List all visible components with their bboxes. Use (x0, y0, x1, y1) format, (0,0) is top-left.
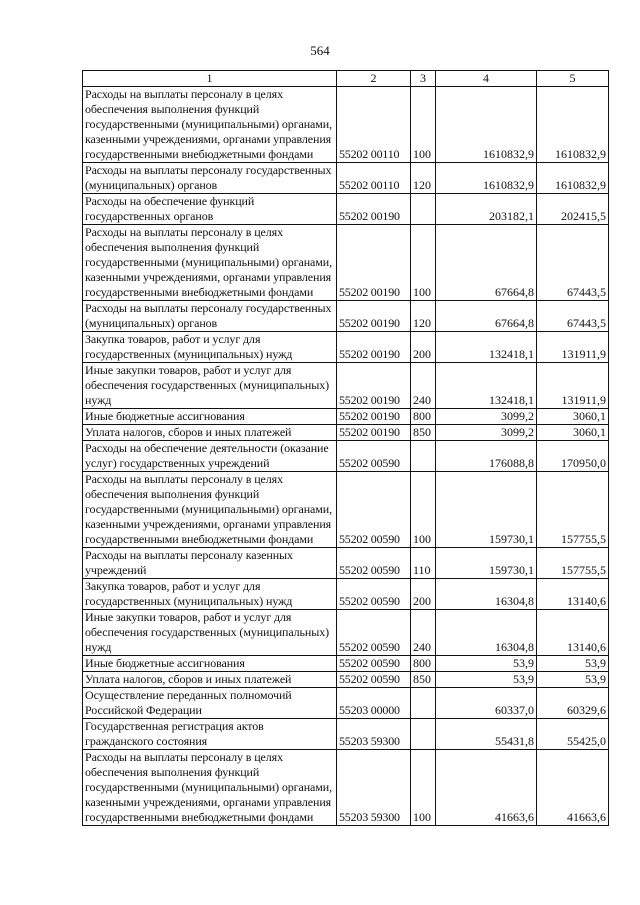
expense-name-cell: Осуществление переданных полномочий Российской Федерации (83, 688, 337, 719)
amount-2-cell: 202415,5 (537, 194, 609, 225)
expense-name-cell: Расходы на выплаты персоналу государственных (муниципальных) органов (83, 163, 337, 194)
amount-2-cell: 41663,6 (537, 750, 609, 826)
classification-code-cell: 55202 00110 (337, 163, 411, 194)
classification-code-cell: 55202 00190 (337, 225, 411, 301)
classification-code-cell: 55202 00190 (337, 409, 411, 425)
amount-1-cell: 16304,8 (436, 579, 537, 610)
amount-2-cell: 1610832,9 (537, 87, 609, 163)
amount-1-cell: 176088,8 (436, 441, 537, 472)
expense-name-cell: Государственная регистрация актов гражданского состояния (83, 719, 337, 750)
header-row (83, 71, 609, 87)
classification-code-cell: 55202 00590 (337, 472, 411, 548)
amount-1-cell: 41663,6 (436, 750, 537, 826)
table-row (83, 225, 609, 301)
header-col-3: 3 (411, 71, 436, 87)
expense-name-cell: Иные бюджетные ассигнования (83, 409, 337, 425)
table-row (83, 441, 609, 472)
expense-type-cell: 100 (411, 472, 436, 548)
header-col-1: 1 (83, 71, 337, 87)
expense-name-cell: Закупка товаров, работ и услуг для государственных (муниципальных) нужд (83, 332, 337, 363)
classification-code-cell: 55202 00590 (337, 441, 411, 472)
amount-2-cell: 131911,9 (537, 332, 609, 363)
table-row (83, 656, 609, 672)
expense-type-cell: 850 (411, 425, 436, 441)
header-col-5: 5 (537, 71, 609, 87)
table-row (83, 688, 609, 719)
amount-1-cell: 3099,2 (436, 409, 537, 425)
amount-1-cell: 67664,8 (436, 225, 537, 301)
classification-code-cell: 55203 00000 (337, 688, 411, 719)
table-body (83, 71, 609, 826)
classification-code-cell: 55203 59300 (337, 719, 411, 750)
expense-name-cell: Расходы на выплаты персоналу в целях обеспечения выполнения функций государственными (муниципальными) органами, казенными учреждениями, органами управления государственными внебюджетными фондами (83, 472, 337, 548)
classification-code-cell: 55202 00190 (337, 194, 411, 225)
table-row (83, 409, 609, 425)
amount-1-cell: 3099,2 (436, 425, 537, 441)
classification-code-cell: 55203 59300 (337, 750, 411, 826)
page-number: 564 (310, 43, 330, 58)
expense-name-cell: Расходы на выплаты персоналу в целях обеспечения выполнения функций государственными (муниципальными) органами, казенными учреждениями, органами управления государственными внебюджетными фондами (83, 225, 337, 301)
expense-type-cell: 240 (411, 610, 436, 656)
table-row (83, 579, 609, 610)
amount-2-cell: 13140,6 (537, 610, 609, 656)
expense-type-cell: 100 (411, 750, 436, 826)
expense-type-cell (411, 719, 436, 750)
expense-name-cell: Иные закупки товаров, работ и услуг для обеспечения государственных (муниципальных) нужд (83, 610, 337, 656)
amount-1-cell: 1610832,9 (436, 163, 537, 194)
amount-1-cell: 203182,1 (436, 194, 537, 225)
amount-2-cell: 157755,5 (537, 548, 609, 579)
expense-type-cell (411, 688, 436, 719)
expense-name-cell: Иные закупки товаров, работ и услуг для обеспечения государственных (муниципальных) нужд (83, 363, 337, 409)
amount-2-cell: 3060,1 (537, 425, 609, 441)
amount-2-cell: 67443,5 (537, 225, 609, 301)
table-row (83, 301, 609, 332)
table-row (83, 363, 609, 409)
classification-code-cell: 55202 00190 (337, 332, 411, 363)
expense-type-cell: 100 (411, 87, 436, 163)
table-row (83, 672, 609, 688)
classification-code-cell: 55202 00590 (337, 579, 411, 610)
amount-2-cell: 170950,0 (537, 441, 609, 472)
expense-name-cell: Иные бюджетные ассигнования (83, 656, 337, 672)
header-col-2: 2 (337, 71, 411, 87)
amount-1-cell: 53,9 (436, 656, 537, 672)
expense-type-cell (411, 194, 436, 225)
table-row (83, 750, 609, 826)
expense-name-cell: Расходы на выплаты персоналу в целях обеспечения выполнения функций государственными (муниципальными) органами, казенными учреждениями, органами управления государственными внебюджетными фондами (83, 87, 337, 163)
expense-type-cell: 120 (411, 301, 436, 332)
amount-1-cell: 53,9 (436, 672, 537, 688)
amount-2-cell: 53,9 (537, 672, 609, 688)
header-col-4: 4 (436, 71, 537, 87)
amount-2-cell: 55425,0 (537, 719, 609, 750)
classification-code-cell: 55202 00190 (337, 425, 411, 441)
table-row (83, 194, 609, 225)
expense-type-cell: 800 (411, 409, 436, 425)
classification-code-cell: 55202 00110 (337, 87, 411, 163)
amount-1-cell: 132418,1 (436, 363, 537, 409)
amount-1-cell: 159730,1 (436, 548, 537, 579)
classification-code-cell: 55202 00590 (337, 610, 411, 656)
amount-2-cell: 53,9 (537, 656, 609, 672)
expense-type-cell: 240 (411, 363, 436, 409)
expense-type-cell: 800 (411, 656, 436, 672)
amount-2-cell: 13140,6 (537, 579, 609, 610)
table-row (83, 610, 609, 656)
classification-code-cell: 55202 00590 (337, 672, 411, 688)
expense-name-cell: Уплата налогов, сборов и иных платежей (83, 425, 337, 441)
expense-type-cell (411, 441, 436, 472)
expense-type-cell: 200 (411, 332, 436, 363)
amount-1-cell: 159730,1 (436, 472, 537, 548)
expense-name-cell: Расходы на обеспечение деятельности (оказание услуг) государственных учреждений (83, 441, 337, 472)
amount-1-cell: 55431,8 (436, 719, 537, 750)
classification-code-cell: 55202 00590 (337, 548, 411, 579)
expense-type-cell: 100 (411, 225, 436, 301)
amount-1-cell: 67664,8 (436, 301, 537, 332)
table-row (83, 425, 609, 441)
amount-2-cell: 1610832,9 (537, 163, 609, 194)
amount-2-cell: 67443,5 (537, 301, 609, 332)
expense-type-cell: 850 (411, 672, 436, 688)
expense-type-cell: 110 (411, 548, 436, 579)
expense-name-cell: Расходы на выплаты персоналу казенных учреждений (83, 548, 337, 579)
expense-name-cell: Закупка товаров, работ и услуг для государственных (муниципальных) нужд (83, 579, 337, 610)
table-row (83, 332, 609, 363)
table-row (83, 472, 609, 548)
expense-name-cell: Расходы на обеспечение функций государственных органов (83, 194, 337, 225)
amount-2-cell: 131911,9 (537, 363, 609, 409)
amount-2-cell: 60329,6 (537, 688, 609, 719)
expense-name-cell: Расходы на выплаты персоналу в целях обеспечения выполнения функций государственными (муниципальными) органами, казенными учреждениями, органами управления государственными внебюджетными фондами (83, 750, 337, 826)
budget-table (82, 70, 609, 826)
expense-type-cell: 120 (411, 163, 436, 194)
table-row (83, 719, 609, 750)
expense-name-cell: Уплата налогов, сборов и иных платежей (83, 672, 337, 688)
classification-code-cell: 55202 00590 (337, 656, 411, 672)
amount-1-cell: 16304,8 (436, 610, 537, 656)
table-row (83, 163, 609, 194)
amount-1-cell: 1610832,9 (436, 87, 537, 163)
table-row (83, 548, 609, 579)
amount-1-cell: 132418,1 (436, 332, 537, 363)
classification-code-cell: 55202 00190 (337, 363, 411, 409)
amount-1-cell: 60337,0 (436, 688, 537, 719)
amount-2-cell: 157755,5 (537, 472, 609, 548)
table-row (83, 87, 609, 163)
expense-type-cell: 200 (411, 579, 436, 610)
amount-2-cell: 3060,1 (537, 409, 609, 425)
classification-code-cell: 55202 00190 (337, 301, 411, 332)
expense-name-cell: Расходы на выплаты персоналу государственных (муниципальных) органов (83, 301, 337, 332)
